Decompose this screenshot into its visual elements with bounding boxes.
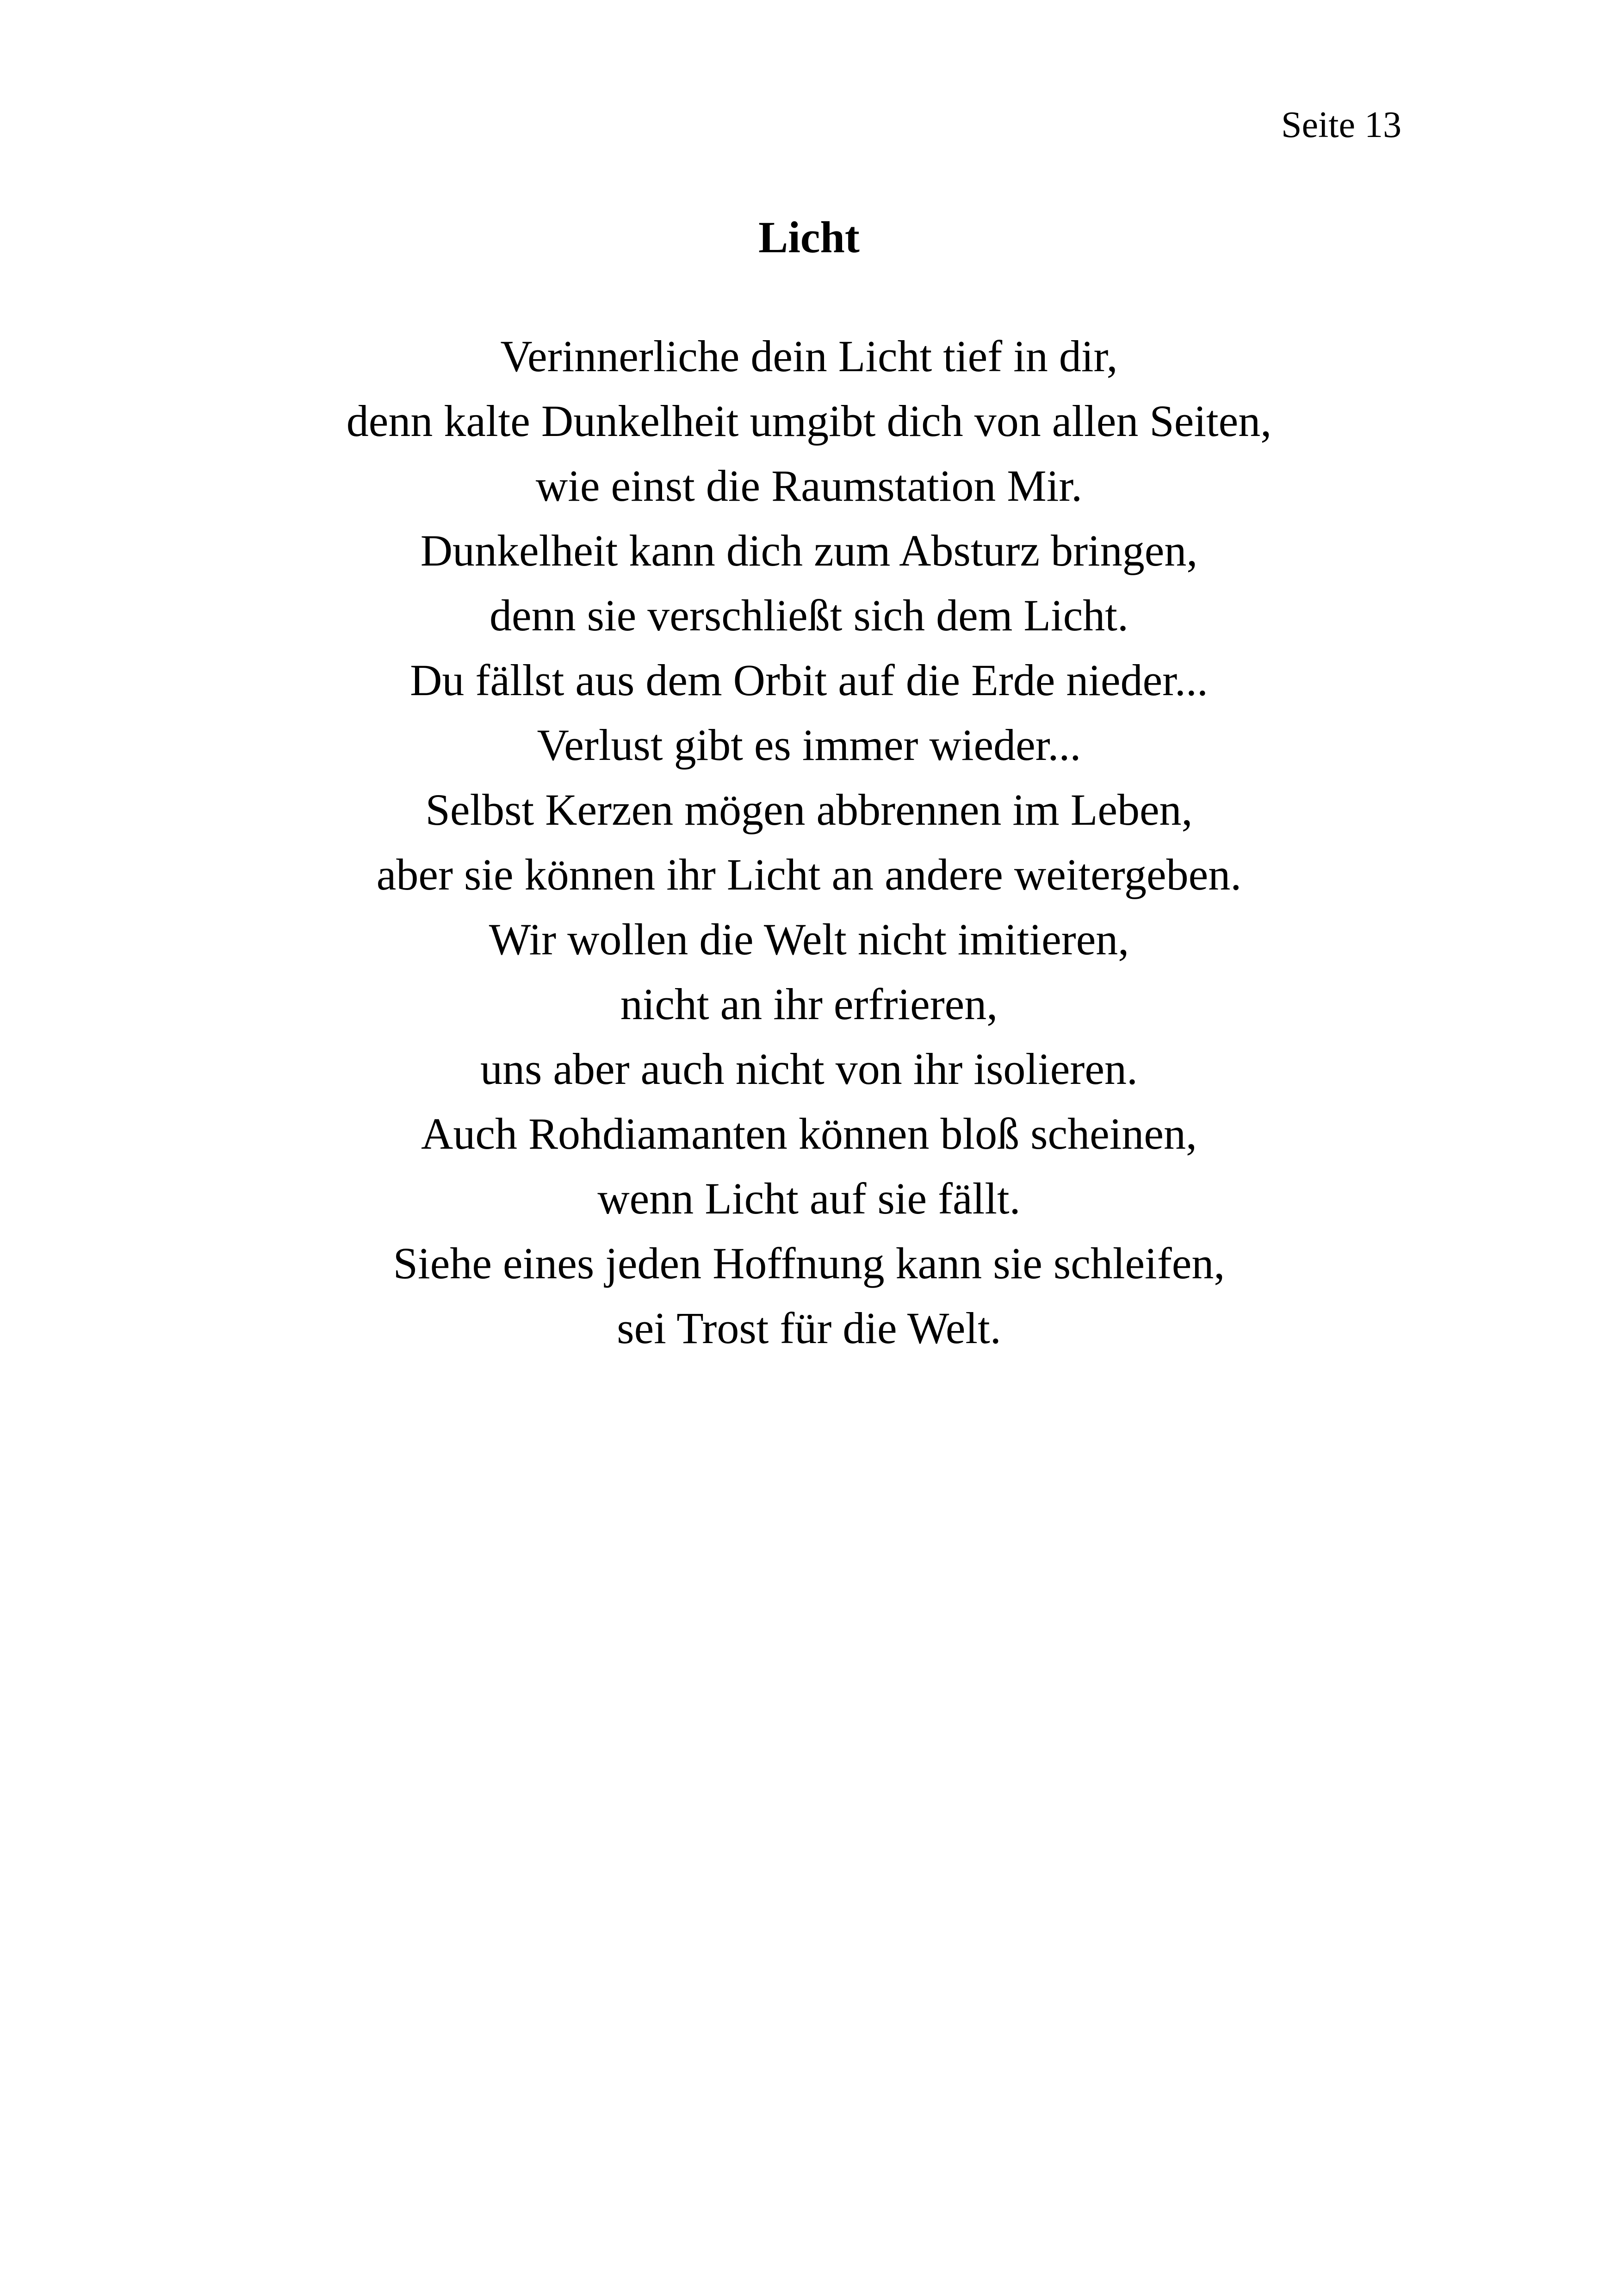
poem-line: sei Trost für die Welt.	[617, 1303, 1001, 1353]
poem-line: nicht an ihr erfrieren,	[620, 979, 998, 1029]
poem-line: Verlust gibt es immer wieder...	[537, 720, 1081, 770]
poem-line: denn sie verschließt sich dem Licht.	[490, 591, 1128, 640]
poem-line: Du fällst aus dem Orbit auf die Erde nieder...	[410, 655, 1208, 705]
poem-line: Wir wollen die Welt nicht imitieren,	[489, 915, 1129, 964]
poem-line: Dunkelheit kann dich zum Absturz bringen,	[420, 526, 1198, 575]
poem-line: wenn Licht auf sie fällt.	[597, 1174, 1021, 1223]
poem-line: Selbst Kerzen mögen abbrennen im Leben,	[425, 785, 1193, 834]
page-number: Seite 13	[1281, 105, 1401, 145]
poem-body	[0, 324, 1618, 1361]
poem-line: Verinnerliche dein Licht tief in dir,	[500, 331, 1118, 381]
poem-line: denn kalte Dunkelheit umgibt dich von allen Seiten,	[346, 396, 1272, 446]
poem-line: uns aber auch nicht von ihr isolieren.	[480, 1044, 1138, 1094]
poem-title: Licht	[758, 212, 860, 262]
poem-line: Auch Rohdiamanten können bloß scheinen,	[421, 1109, 1197, 1158]
poem-line: wie einst die Raumstation Mir.	[535, 461, 1083, 510]
poem-line: Siehe eines jeden Hoffnung kann sie schleifen,	[393, 1238, 1225, 1288]
poem-line: aber sie können ihr Licht an andere weitergeben.	[376, 850, 1242, 899]
